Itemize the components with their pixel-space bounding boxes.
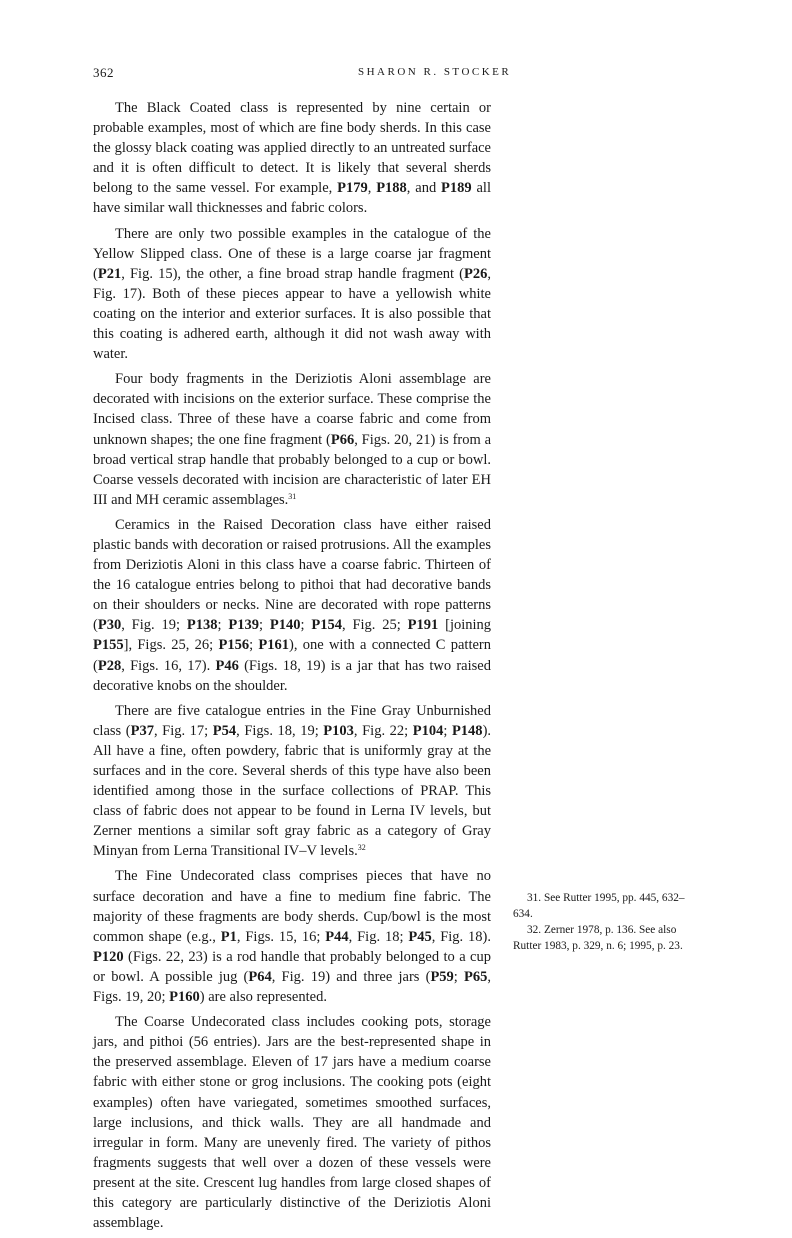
- text-run: , Fig. 15), the other, a fine broad strap handle fragment (: [121, 265, 465, 282]
- text-run: ). All have a fine, often powdery, fabric that is uniformly gray at the surfaces and in the core. Several sherds of this type have also been identified among those in the surface collections of PRAP. This class of fabric does not appear to be found in Lerna IV levels, but Zerner mentions a similar soft gray fabric as a category of Gray Minyan from Lerna Transitional IV–V levels.: [93, 722, 492, 860]
- text-run: , Fig. 22;: [353, 722, 413, 739]
- text-run: ], Figs. 25, 26;: [123, 637, 219, 654]
- text-run: , Figs. 18, 19;: [236, 722, 324, 739]
- text-run: all have similar wall thicknesses and fabric colors.: [93, 180, 491, 217]
- main-text-column: [93, 98, 491, 1238]
- text-run: , Figs. 16, 17).: [121, 657, 216, 674]
- text-run: The Fine Undecorated class comprises pieces that have no surface decoration and have a fine to medium fine fabric. The majority of these fragments are body sherds. Cup/bowl is the most common shape (e.g.,: [93, 868, 491, 945]
- catalogue-ref: P46: [215, 657, 239, 674]
- paragraph-black-coated: [93, 98, 491, 219]
- catalogue-ref: P59: [430, 968, 454, 985]
- catalogue-ref: P191: [407, 617, 439, 634]
- text-run: ;: [453, 968, 465, 985]
- catalogue-ref: P156: [218, 637, 250, 654]
- catalogue-ref: P160: [169, 989, 200, 1006]
- catalogue-ref: P161: [258, 637, 289, 654]
- text-run: There are only two possible examples in the catalogue of the Yellow Slipped class. One of these is a large coarse jar fragment (: [93, 225, 491, 282]
- text-run: , Fig. 17;: [153, 722, 213, 739]
- text-run: Ceramics in the Raised Decoration class have either raised plastic bands with decoration or raised protrusions. All the examples from Deriziotis Aloni in this class have a coarse fabric. Thirteen of the 16 catalogue entries belong to pithoi that had decorative bands on their shoulders or necks. Nine are decorated with rope patterns (: [93, 516, 491, 634]
- catalogue-ref: P154: [311, 617, 342, 634]
- catalogue-ref: P26: [464, 265, 488, 282]
- paragraph-incised: [93, 369, 491, 510]
- paragraph-coarse-undecorated: [93, 1012, 491, 1233]
- paragraph-fine-undecorated: [93, 866, 491, 1007]
- text-run: [joining: [438, 617, 492, 634]
- footnotes: [513, 891, 703, 955]
- catalogue-ref: P28: [97, 657, 122, 674]
- catalogue-ref: P104: [412, 722, 444, 739]
- text-run: ;: [217, 617, 229, 634]
- text-run: , Fig. 18).: [431, 928, 492, 945]
- running-head-author: SHARON R. STOCKER: [358, 66, 512, 78]
- catalogue-ref: P120: [93, 948, 124, 965]
- text-run: ) are also represented.: [199, 989, 327, 1006]
- catalogue-ref: P139: [228, 617, 259, 634]
- footnote-32: 32. Zerner 1978, p. 136. See also Rutter 1983, p. 329, n. 6; 1995, p. 23.: [513, 924, 683, 952]
- text-run: , Fig. 25;: [341, 617, 408, 634]
- text-run: Four body fragments in the Deriziotis Aloni assemblage are decorated with incisions on the exterior surface. These comprise the Incised class. Three of these have a coarse fabric and come from unknown shapes; the one fine fragment (: [93, 371, 491, 448]
- catalogue-ref: P188: [376, 180, 407, 197]
- text-run: The Coarse Undecorated class includes cooking pots, storage jars, and pithoi (56 entries). Jars are the best-represented shape in the preserved assemblage. Eleven of 17 jars have a medium coarse fabric with either stone or grog inclusions. The cooking pots (eight examples) often have variegated, sometimes smoothed surfaces, large inclusions, and thick walls. They are all handmade and irregular in form. Many are unevenly fired. The variety of pithos fragments suggests that well over a dozen of these vessels were present at the site. Crescent lug handles from large closed shapes of this category are particularly distinctive of the Deriziotis Aloni assemblage.: [93, 1014, 491, 1232]
- catalogue-ref: P148: [451, 722, 483, 739]
- text-run: , Figs. 19, 20;: [93, 968, 491, 1006]
- text-run: There are five catalogue entries in the Fine Gray Unburnished class (: [93, 702, 491, 739]
- catalogue-ref: P66: [330, 431, 355, 448]
- text-run: (Figs. 18, 19) is a jar that has two raised decorative knobs on the shoulder.: [93, 657, 491, 694]
- text-run: ;: [443, 722, 452, 739]
- catalogue-ref: P1: [220, 928, 237, 945]
- text-run: , Fig. 18;: [348, 928, 409, 945]
- text-run: ,: [367, 180, 377, 197]
- text-run: ;: [258, 617, 270, 634]
- catalogue-ref: P138: [186, 617, 218, 634]
- footnote-marker: 31: [288, 491, 297, 501]
- paragraph-fine-gray-unburnished: [93, 701, 491, 862]
- text-run: , Figs. 15, 16;: [236, 928, 326, 945]
- footnote-marker: 32: [357, 843, 366, 853]
- catalogue-ref: P65: [464, 968, 488, 985]
- catalogue-ref: P140: [269, 617, 301, 634]
- text-run: The Black Coated class is represented by nine certain or probable examples, most of which are fine body sherds. In this case the glossy black coating was applied directly to an untreated surface and it is often difficult to detect. It is likely that several sherds belong to the same vessel. For example,: [93, 100, 491, 197]
- text-run: , Fig. 17). Both of these pieces appear to have a yellowish white coating on the interior and exterior surfaces. It is also possible that this coating is adhered earth, although it did not wash away with water.: [93, 265, 491, 363]
- text-run: ;: [249, 637, 259, 654]
- catalogue-ref: P37: [130, 722, 154, 739]
- paragraph-yellow-slipped: [93, 224, 491, 365]
- catalogue-ref: P179: [337, 180, 368, 197]
- catalogue-ref: P30: [97, 617, 122, 634]
- text-run: , Fig. 19;: [121, 617, 187, 634]
- text-run: ), one with a connected C pattern (: [93, 637, 492, 674]
- catalogue-ref: P155: [93, 637, 124, 654]
- catalogue-ref: P54: [212, 722, 237, 739]
- catalogue-ref: P45: [408, 928, 432, 945]
- footnote-31: 31. See Rutter 1995, pp. 445, 632–634.: [513, 892, 685, 920]
- text-run: , Fig. 19) and three jars (: [271, 968, 431, 985]
- text-run: (Figs. 22, 23) is a rod handle that probably belonged to a cup or bowl. A possible jug (: [93, 948, 491, 985]
- text-run: , and: [406, 180, 442, 197]
- catalogue-ref: P189: [441, 180, 472, 197]
- paragraph-raised-decoration: [93, 515, 491, 696]
- page-number: 362: [93, 65, 114, 80]
- text-run: ;: [300, 617, 312, 634]
- catalogue-ref: P64: [248, 968, 272, 985]
- text-run: , Figs. 20, 21) is from a broad vertical strap handle that probably belonged to a cup or bowl. Coarse vessels decorated with incision are characteristic of later EH III and MH ceramic assemblages.: [93, 431, 492, 508]
- catalogue-ref: P21: [97, 265, 122, 282]
- catalogue-ref: P103: [323, 722, 354, 739]
- catalogue-ref: P44: [325, 928, 349, 945]
